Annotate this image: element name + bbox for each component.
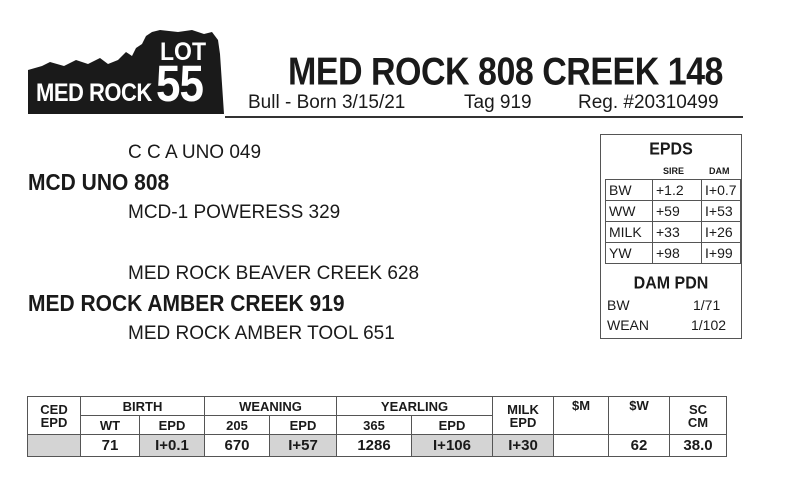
- registration-number: Reg. #20310499: [578, 92, 719, 113]
- epd-trait: YW: [606, 243, 653, 264]
- birth-wt-header: WT: [81, 416, 140, 435]
- weaning-205-value: 670: [205, 435, 270, 457]
- dam-dam: MED ROCK AMBER TOOL 651: [128, 323, 395, 344]
- epd-sire: +1.2: [653, 180, 702, 201]
- yearling-365-header: 365: [337, 416, 412, 435]
- animal-name: MED ROCK 808 CREEK 148: [288, 50, 723, 94]
- yearling-epd-value: I+106: [412, 435, 493, 457]
- weaning-header: WEANING: [205, 397, 337, 416]
- epd-dam: I+0.7: [702, 180, 741, 201]
- pdn-label: WEAN: [607, 317, 649, 333]
- epd-dam: I+53: [702, 201, 741, 222]
- milk-header: [493, 397, 554, 435]
- birth-epd-header: EPD: [140, 416, 205, 435]
- dam-sire: MED ROCK BEAVER CREEK 628: [128, 263, 420, 284]
- epd-row: [606, 180, 741, 201]
- sire-sire: C C A UNO 049: [128, 142, 262, 163]
- tag-number: Tag 919: [464, 92, 532, 113]
- epd-row: [606, 243, 741, 264]
- epds-title: EPDS: [649, 140, 693, 159]
- ced-epd-value: [28, 435, 81, 457]
- pdn-value: 1/102: [691, 317, 727, 333]
- epd-trait: BW: [606, 180, 653, 201]
- med-rock-logo: [28, 30, 224, 114]
- lot-number: 55: [156, 56, 203, 113]
- epd-trait: MILK: [606, 222, 653, 243]
- epds-panel: [600, 134, 742, 339]
- yearling-header: YEARLING: [337, 397, 493, 416]
- epd-row: [606, 201, 741, 222]
- sex-birthdate: Bull - Born 3/15/21: [248, 92, 406, 113]
- dam-col-label: DAM: [709, 166, 730, 176]
- sc-label: SC: [688, 401, 708, 417]
- weaning-205-header: 205: [205, 416, 270, 435]
- dollar-m-header: $M: [554, 397, 609, 435]
- epd-sire: +33: [653, 222, 702, 243]
- performance-values-row: [28, 435, 727, 457]
- sc-header: [670, 397, 727, 435]
- epd-trait: WW: [606, 201, 653, 222]
- performance-table: [27, 396, 727, 457]
- sire-col-label: SIRE: [663, 166, 685, 176]
- dam: MED ROCK AMBER CREEK 919: [28, 291, 345, 317]
- pdn-value: 1/71: [693, 297, 721, 313]
- lot-label: LOT: [160, 36, 206, 66]
- milk-epd-value: I+30: [493, 435, 554, 457]
- logo-brand: MED ROCK: [36, 78, 152, 107]
- dollar-w-value: 62: [609, 435, 670, 457]
- weaning-epd-value: I+57: [270, 435, 337, 457]
- sc-value: 38.0: [670, 435, 727, 457]
- title-divider: [225, 116, 743, 118]
- epd-sire: +98: [653, 243, 702, 264]
- weaning-epd-header: EPD: [270, 416, 337, 435]
- birth-wt-value: 71: [81, 435, 140, 457]
- dollar-m-value: [554, 435, 609, 457]
- milk-epd-label: EPD: [509, 414, 537, 430]
- yearling-epd-header: EPD: [412, 416, 493, 435]
- yearling-365-value: 1286: [337, 435, 412, 457]
- epd-row: [606, 222, 741, 243]
- sire: MCD UNO 808: [28, 170, 170, 196]
- pdn-label: BW: [607, 297, 630, 313]
- epd-dam: I+26: [702, 222, 741, 243]
- ced-header: [28, 397, 81, 435]
- dollar-w-header: $W: [609, 397, 670, 435]
- sire-dam: MCD-1 POWERESS 329: [128, 202, 341, 223]
- milk-label: MILK: [507, 401, 539, 417]
- ced-label: CED: [40, 401, 68, 417]
- birth-header: BIRTH: [81, 397, 205, 416]
- epd-sire: +59: [653, 201, 702, 222]
- birth-epd-value: I+0.1: [140, 435, 205, 457]
- sc-cm-label: CM: [687, 414, 709, 430]
- dam-pdn-title: DAM PDN: [633, 274, 709, 293]
- epd-dam: I+99: [702, 243, 741, 264]
- epds-table: [605, 179, 741, 264]
- ced-epd-label: EPD: [40, 414, 68, 430]
